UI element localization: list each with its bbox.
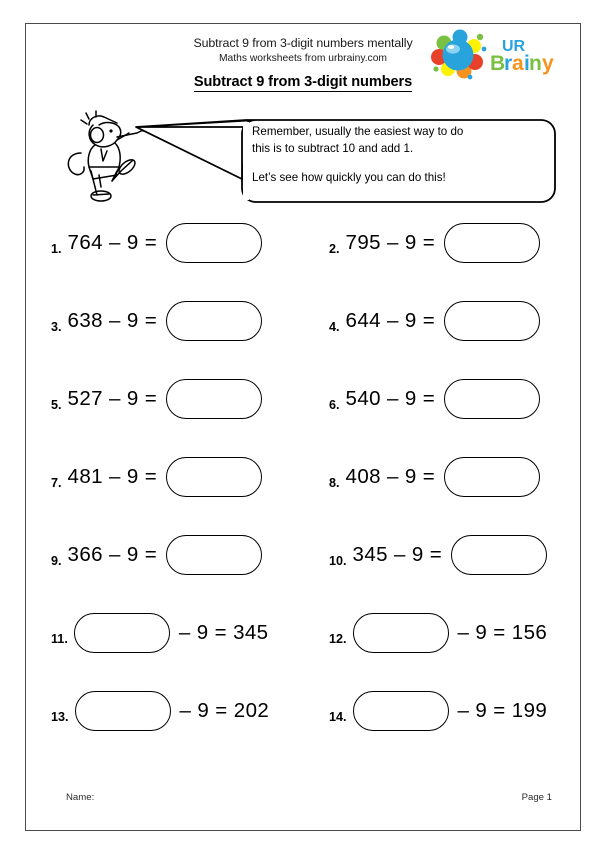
question-expression: – 9 = 202: [179, 699, 270, 722]
question-9: [51, 531, 262, 579]
svg-text:a: a: [512, 52, 524, 75]
question-expression: 795 – 9 =: [345, 231, 436, 254]
question-number: 10.: [329, 554, 347, 568]
question-12: [329, 609, 547, 657]
question-number: 4.: [329, 320, 340, 334]
answer-box[interactable]: [444, 223, 540, 263]
answer-box[interactable]: [166, 223, 262, 263]
question-number: 6.: [329, 398, 340, 412]
answer-box[interactable]: [451, 535, 547, 575]
question-1: [51, 219, 262, 267]
answer-box[interactable]: [74, 613, 170, 653]
question-row: [26, 687, 580, 765]
svg-text:y: y: [542, 52, 554, 75]
bubble-line-3: Let’s see how quickly you can do this!: [252, 171, 446, 184]
question-number: 2.: [329, 242, 340, 256]
question-2: [329, 219, 540, 267]
svg-text:r: r: [504, 52, 513, 75]
question-expression: 408 – 9 =: [345, 465, 436, 488]
speech-bubble-text: [252, 124, 542, 187]
question-number: 5.: [51, 398, 62, 412]
question-expression: 644 – 9 =: [345, 309, 436, 332]
question-row: [26, 609, 580, 687]
answer-box[interactable]: [444, 379, 540, 419]
answer-box[interactable]: [444, 301, 540, 341]
question-row: [26, 531, 580, 609]
question-expression: – 9 = 156: [457, 621, 548, 644]
question-row: [26, 375, 580, 453]
question-expression: 638 – 9 =: [67, 309, 158, 332]
question-row: [26, 297, 580, 375]
logo-text-ur: UR: [502, 38, 526, 55]
question-11: [51, 609, 268, 657]
question-number: 3.: [51, 320, 62, 334]
question-number: 14.: [329, 710, 347, 724]
question-3: [51, 297, 262, 345]
logo-graphic: [430, 29, 560, 81]
question-expression: – 9 = 345: [178, 621, 269, 644]
svg-text:i: i: [524, 52, 530, 75]
svg-text:n: n: [529, 52, 542, 75]
speech-bubble: [126, 106, 561, 216]
worksheet-page: [25, 23, 581, 831]
question-expression: 345 – 9 =: [352, 543, 443, 566]
header-subject-line: Subtract 9 from 3-digit numbers mentally: [193, 36, 413, 50]
questions-area: [26, 219, 580, 765]
answer-box[interactable]: [166, 379, 262, 419]
answer-box[interactable]: [75, 691, 171, 731]
question-number: 13.: [51, 710, 69, 724]
name-label: Name:: [66, 792, 95, 803]
answer-box[interactable]: [353, 613, 449, 653]
question-7: [51, 453, 262, 501]
page-number: Page 1: [521, 792, 552, 803]
question-expression: 527 – 9 =: [67, 387, 158, 410]
page-footer: [26, 792, 580, 808]
question-row: [26, 453, 580, 531]
question-number: 9.: [51, 554, 62, 568]
question-6: [329, 375, 540, 423]
answer-box[interactable]: [166, 535, 262, 575]
question-number: 8.: [329, 476, 340, 490]
logo-text-brainy: [490, 52, 554, 75]
question-8: [329, 453, 540, 501]
urbrainy-logo: [430, 29, 560, 81]
logo-sphere: [443, 40, 474, 71]
question-13: [51, 687, 269, 735]
bubble-line-2: this is to subtract 10 and add 1.: [252, 141, 414, 155]
question-5: [51, 375, 262, 423]
answer-box[interactable]: [444, 457, 540, 497]
question-row: [26, 219, 580, 297]
question-number: 1.: [51, 242, 62, 256]
bubble-line-1: Remember, usually the easiest way to do: [252, 125, 464, 138]
question-number: 12.: [329, 632, 347, 646]
question-expression: 540 – 9 =: [345, 387, 436, 410]
answer-box[interactable]: [353, 691, 449, 731]
question-4: [329, 297, 540, 345]
answer-box[interactable]: [166, 301, 262, 341]
question-expression: 366 – 9 =: [67, 543, 158, 566]
question-expression: – 9 = 199: [457, 699, 548, 722]
page-title-text: Subtract 9 from 3-digit numbers: [193, 74, 413, 90]
question-expression: 764 – 9 =: [67, 231, 158, 254]
answer-box[interactable]: [166, 457, 262, 497]
question-10: [329, 531, 547, 579]
svg-text:B: B: [490, 52, 506, 75]
question-number: 11.: [51, 632, 68, 646]
question-14: [329, 687, 547, 735]
header-source-line: Maths worksheets from urbrainy.com: [218, 53, 388, 64]
question-number: 7.: [51, 476, 62, 490]
question-expression: 481 – 9 =: [67, 465, 158, 488]
